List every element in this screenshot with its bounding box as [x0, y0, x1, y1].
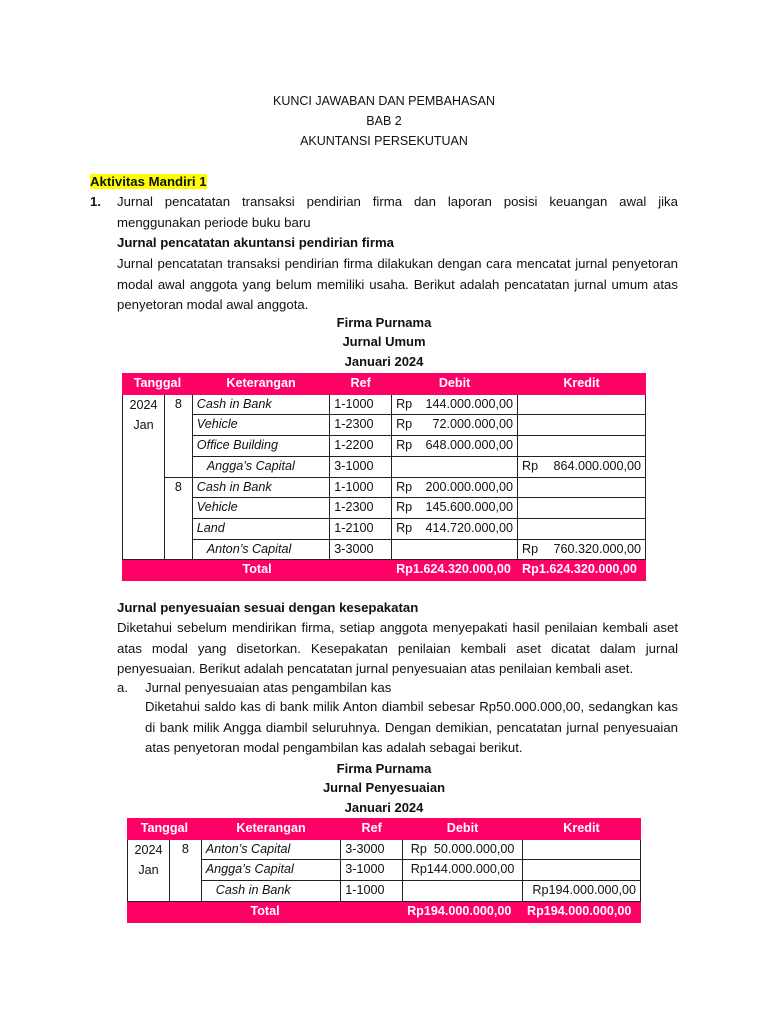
- date-year-month: 2024 Jan: [123, 394, 165, 560]
- item-number: 1.: [90, 194, 101, 209]
- credit-amount: [523, 860, 641, 881]
- para-penyesuaian: Diketahui sebelum mendirikan firma, setiap anggota menyepakati hasil penilaian kembali aset atas modal yang disetorkan. Kesepakatan penilaian kembali aset dicatat dalam jurnal penyesuaian. Berikut adalah pencatatan jurnal penyesuaian atas penilaian kembali aset.: [117, 620, 678, 677]
- table-row: [123, 436, 646, 457]
- col-ref: Ref: [330, 374, 392, 395]
- doc-title-line3: AKUNTANSI PERSEKUTUAN: [300, 134, 468, 148]
- table2-company: Firma Purnama: [336, 761, 432, 776]
- table1-company: Firma Purnama: [336, 315, 432, 330]
- total-credit: Rp1.624.320.000,00: [518, 560, 646, 581]
- date-day: 8: [169, 839, 201, 901]
- debit-amount: [392, 456, 518, 477]
- table-row: [123, 456, 646, 477]
- sub-a-text: Diketahui saldo kas di bank milik Anton diambil sebesar Rp50.000.000,00, sedangkan kas di bank milik Angga diambil seluruhnya. Dengan demikian, pencatatan jurnal penyesuaian atas penyetoran modal pengambilan kas adalah sebagai berikut.: [145, 699, 678, 756]
- ref-code: 1-2300: [330, 415, 392, 436]
- table-row: [123, 477, 646, 498]
- total-credit: Rp194.000.000,00: [523, 901, 641, 922]
- ref-code: 1-1000: [330, 477, 392, 498]
- debit-amount: [403, 881, 523, 902]
- table-row: [123, 518, 646, 539]
- account-name: Vehicle: [192, 498, 330, 519]
- total-label: Total: [128, 901, 403, 922]
- debit-amount: [392, 539, 518, 560]
- date-year-month: 2024 Jan: [128, 839, 170, 901]
- heading-pendirian: Jurnal pencatatan akuntansi pendirian firma: [117, 235, 395, 250]
- credit-amount: Rp194.000.000,00: [523, 881, 641, 902]
- account-name: Cash in Bank: [192, 477, 330, 498]
- journal-table-penyesuaian: [127, 818, 641, 923]
- ref-code: 1-1000: [341, 881, 403, 902]
- ref-code: 1-1000: [330, 394, 392, 415]
- ref-code: 1-2100: [330, 518, 392, 539]
- credit-amount: Rp 760.320.000,00: [518, 539, 646, 560]
- table-row: [123, 498, 646, 519]
- table-row: [128, 860, 641, 881]
- credit-amount: [523, 839, 641, 860]
- para-pendirian: Jurnal pencatatan transaksi pendirian firma dilakukan dengan cara mencatat jurnal penyetoran modal awal anggota yang belum memiliki usaha. Berikut adalah pencatatan jurnal umum atas penyetoran modal awal anggota.: [117, 256, 678, 313]
- date-day: 8: [164, 477, 192, 560]
- credit-amount: [518, 415, 646, 436]
- account-name: Anton’s Capital: [192, 539, 330, 560]
- debit-amount: Rp144.000.000,00: [403, 860, 523, 881]
- account-name: Cash in Bank: [201, 881, 340, 902]
- section-label: [90, 174, 207, 189]
- account-name: Angga’s Capital: [201, 860, 340, 881]
- total-label: Total: [123, 560, 392, 581]
- col-tanggal: Tanggal: [123, 374, 193, 395]
- doc-title-line1: KUNCI JAWABAN DAN PEMBAHASAN: [272, 94, 496, 108]
- total-row: [128, 901, 641, 922]
- account-name: Office Building: [192, 436, 330, 457]
- col-kredit: Kredit: [518, 374, 646, 395]
- credit-amount: [518, 394, 646, 415]
- ref-code: 3-1000: [341, 860, 403, 881]
- table1-period: Januari 2024: [344, 354, 424, 369]
- debit-amount: Rp 648.000.000,00: [392, 436, 518, 457]
- heading-penyesuaian: Jurnal penyesuaian sesuai dengan kesepakatan: [117, 600, 419, 615]
- total-debit: Rp194.000.000,00: [403, 901, 523, 922]
- col-keterangan: Keterangan: [192, 374, 330, 395]
- credit-amount: [518, 477, 646, 498]
- table-row: [128, 881, 641, 902]
- col-keterangan: Keterangan: [201, 819, 340, 840]
- debit-amount: Rp 145.600.000,00: [392, 498, 518, 519]
- table1-journal: Jurnal Umum: [342, 334, 426, 349]
- col-debit: Debit: [403, 819, 523, 840]
- debit-amount: Rp 144.000.000,00: [392, 394, 518, 415]
- credit-amount: [518, 436, 646, 457]
- ref-code: 1-2200: [330, 436, 392, 457]
- col-debit: Debit: [392, 374, 518, 395]
- table-header-row: [128, 819, 641, 840]
- section-label-text: Aktivitas Mandiri 1: [90, 174, 207, 189]
- ref-code: 3-1000: [330, 456, 392, 477]
- table2-journal: Jurnal Penyesuaian: [322, 780, 446, 795]
- sub-a-marker: a.: [117, 680, 128, 695]
- ref-code: 3-3000: [341, 839, 403, 860]
- table-row: [128, 839, 641, 860]
- table-row: [123, 394, 646, 415]
- account-name: Cash in Bank: [192, 394, 330, 415]
- col-tanggal: Tanggal: [128, 819, 202, 840]
- account-name: Vehicle: [192, 415, 330, 436]
- total-debit: Rp1.624.320.000,00: [392, 560, 518, 581]
- table-row: [123, 415, 646, 436]
- col-ref: Ref: [341, 819, 403, 840]
- credit-amount: [518, 518, 646, 539]
- table-row: [123, 539, 646, 560]
- debit-amount: Rp 414.720.000,00: [392, 518, 518, 539]
- debit-amount: Rp 72.000.000,00: [392, 415, 518, 436]
- debit-amount: Rp 50.000.000,00: [403, 839, 523, 860]
- total-row: [123, 560, 646, 581]
- ref-code: 3-3000: [330, 539, 392, 560]
- table2-period: Januari 2024: [344, 800, 424, 815]
- col-kredit: Kredit: [523, 819, 641, 840]
- doc-title-line2: BAB 2: [366, 114, 402, 128]
- journal-table-umum: [122, 373, 646, 581]
- date-day: 8: [164, 394, 192, 477]
- account-name: Land: [192, 518, 330, 539]
- ref-code: 1-2300: [330, 498, 392, 519]
- credit-amount: [518, 498, 646, 519]
- account-name: Anton’s Capital: [201, 839, 340, 860]
- debit-amount: Rp 200.000.000,00: [392, 477, 518, 498]
- item-text: Jurnal pencatatan transaksi pendirian firma dan laporan posisi keuangan awal jika menggunakan periode buku baru: [117, 194, 678, 230]
- credit-amount: Rp 864.000.000,00: [518, 456, 646, 477]
- sub-a-title: Jurnal penyesuaian atas pengambilan kas: [145, 680, 392, 695]
- account-name: Angga’s Capital: [192, 456, 330, 477]
- table-header-row: [123, 374, 646, 395]
